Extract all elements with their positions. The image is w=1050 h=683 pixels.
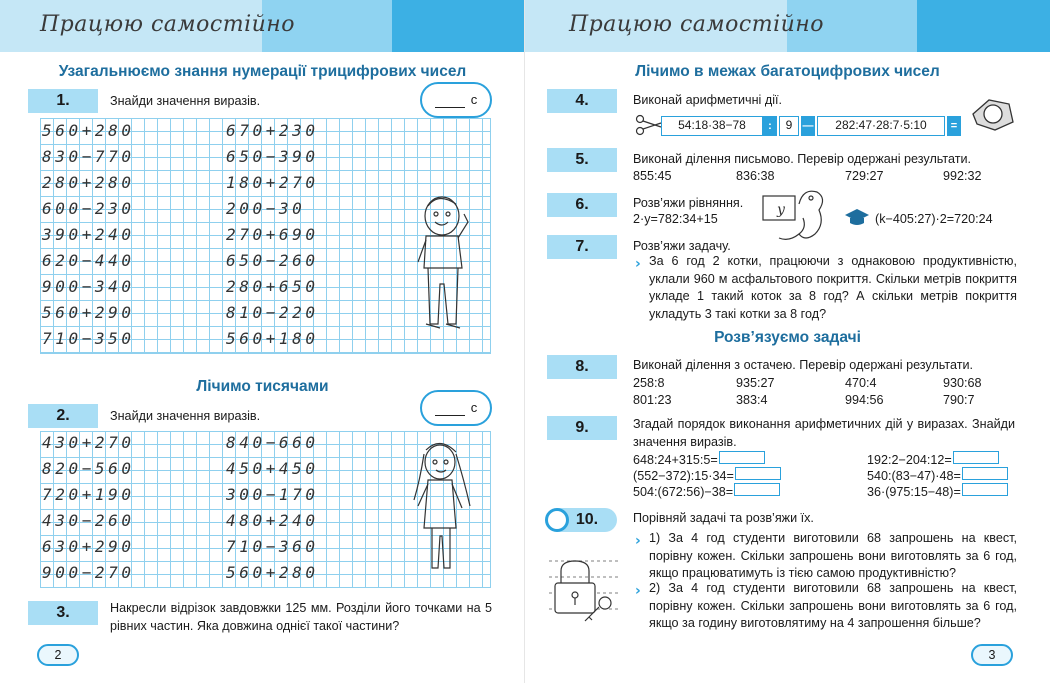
division-item: 855:45 [633, 169, 672, 183]
division-item: 994:56 [845, 393, 884, 407]
chain-cell: 282:47·28:7·5:10 [817, 116, 945, 136]
handwritten-expression: 390+240 [42, 225, 135, 244]
page-number: 2 [37, 644, 79, 666]
division-item: 992:32 [943, 169, 982, 183]
card-letter: y [777, 202, 785, 218]
scissors-icon [635, 114, 663, 136]
left-header [0, 0, 525, 52]
handwritten-expression: 650−260 [226, 251, 319, 270]
handwritten-expression: 820−560 [42, 459, 135, 478]
timer-box[interactable] [420, 390, 492, 426]
girl-illustration [410, 440, 474, 575]
handwritten-expression: 710−360 [226, 537, 319, 556]
handwritten-expression: 630+290 [42, 537, 135, 556]
task-number-badge: 3. [28, 601, 98, 625]
division-row [633, 374, 1023, 392]
task-number-badge: 9. [547, 416, 617, 440]
task-instruction: Накресли відрізок завдовжки 125 мм. Розділи його точками на 5 рівних частин. Яка довжина однієї такої частини? [110, 601, 492, 633]
page-number: 3 [971, 644, 1013, 666]
section-title: Розв’язуємо задачі [714, 329, 861, 346]
handwritten-expression: 430+270 [42, 433, 135, 452]
graduation-cap-icon [843, 207, 871, 227]
handwritten-expression: 430−260 [42, 511, 135, 530]
answer-box[interactable] [953, 451, 999, 464]
header-title: Працюю самостійно [569, 12, 825, 37]
right-header [525, 0, 1050, 52]
equation: (k−405:27)·2=720:24 [875, 212, 993, 226]
expression-item: 648:24+315:5= [633, 451, 718, 469]
expression-item: 36·(975:15−48)= [867, 483, 961, 501]
handwritten-expression: 840−660 [226, 433, 319, 452]
handwritten-expression: 600−230 [42, 199, 135, 218]
header-band [392, 0, 525, 52]
task-instruction: Розв’яжи рівняння. [633, 196, 744, 210]
timer-unit: с [470, 400, 478, 415]
timer-blank[interactable] [435, 94, 465, 108]
task-instruction: Виконай ділення письмово. Перевір одержані результати. [633, 152, 972, 166]
handwritten-expression: 560+280 [226, 563, 319, 582]
handwritten-expression: 900−270 [42, 563, 135, 582]
task-number-badge: 2. [28, 404, 98, 428]
handwritten-expression: 560+290 [42, 303, 135, 322]
bullet-arrow-icon: › [635, 256, 641, 272]
answer-box[interactable] [734, 483, 780, 496]
handwritten-expression: 900−340 [42, 277, 135, 296]
task-instruction: Розв’яжи задачу. [633, 239, 731, 253]
header-title: Працюю самостійно [40, 12, 296, 37]
task-number-badge: 10. [557, 508, 617, 532]
task-number-badge: 6. [547, 193, 617, 217]
division-row [633, 391, 1023, 409]
task-instruction: Згадай порядок виконання арифметичних дій у виразах. Знайди значення виразів. [633, 417, 1015, 449]
answer-box[interactable] [962, 483, 1008, 496]
expression-item: 540:(83−47)·48= [867, 467, 961, 485]
problem-text: За 6 год 2 котки, працюючи з однаковою продуктивністю, уклали 960 м асфальтового покриття. Скільки метрів покриття укладе 1 такий коток за 8 год? А скільки метрів покриття укладуть 3 такі котки за 8 год? [649, 254, 1017, 321]
task-instruction: Знайди значення виразів. [110, 409, 261, 423]
division-item: 935:27 [736, 376, 775, 390]
handwritten-expression: 270+690 [226, 225, 319, 244]
handwritten-expression: 560+280 [42, 121, 135, 140]
chain-operator: : [763, 116, 777, 136]
handwritten-expression: 280+650 [226, 277, 319, 296]
task-instruction: Виконай ділення з остачею. Перевір одержані результати. [633, 358, 974, 372]
challenge-circle-icon [545, 508, 569, 532]
task-instruction: Порівняй задачі та розв’яжи їх. [633, 511, 814, 525]
padlock-illustration [549, 555, 623, 625]
division-item: 930:68 [943, 376, 982, 390]
answer-box[interactable] [735, 467, 781, 480]
handwritten-expression: 450+450 [226, 459, 319, 478]
answer-box[interactable] [962, 467, 1008, 480]
section-title: Узагальнюємо знання нумерації трицифрових чисел [58, 63, 467, 80]
handwritten-expression: 300−170 [226, 485, 319, 504]
answer-box[interactable] [719, 451, 765, 464]
chain-cell: 54:18·38−78 [661, 116, 763, 136]
division-item: 383:4 [736, 393, 768, 407]
section-title: Лічимо тисячами [196, 378, 329, 395]
expression-item: 192:2−204:12= [867, 451, 952, 469]
timer-box[interactable] [420, 82, 492, 118]
handwritten-expression: 180+270 [226, 173, 319, 192]
division-item: 836:38 [736, 169, 775, 183]
equation: 2·y=782:34+15 [633, 212, 718, 226]
task-instruction: Виконай арифметичні дії. [633, 93, 782, 107]
right-page [525, 0, 1050, 683]
bullet-arrow-icon: › [635, 533, 641, 549]
handwritten-expression: 810−220 [226, 303, 319, 322]
division-item: 258:8 [633, 376, 665, 390]
handwritten-expression: 200−30 [226, 199, 306, 218]
division-item: 801:23 [633, 393, 672, 407]
operation-chain [661, 116, 965, 136]
handwritten-expression: 280+280 [42, 173, 135, 192]
task-number-badge: 8. [547, 355, 617, 379]
timer-blank[interactable] [435, 402, 465, 416]
division-item: 790:7 [943, 393, 975, 407]
chain-cell: 9 [779, 116, 799, 136]
chain-operator: = [947, 116, 961, 136]
lizard-illustration [759, 184, 831, 246]
division-row [633, 167, 1023, 185]
task-instruction: Знайди значення виразів. [110, 94, 261, 108]
handwritten-expression: 560+180 [226, 329, 319, 348]
header-band [917, 0, 1050, 52]
handwritten-expression: 720+190 [42, 485, 135, 504]
task-number-badge: 4. [547, 89, 617, 113]
expression-item: 504:(672:56)−38= [633, 483, 733, 501]
division-item: 729:27 [845, 169, 884, 183]
handwritten-expression: 480+240 [226, 511, 319, 530]
expression-item: (552−372):15·34= [633, 467, 734, 485]
task-number-badge: 1. [28, 89, 98, 113]
handwritten-expression: 650−390 [226, 147, 319, 166]
problem-text: 1) За 4 год студенти виготовили 68 запрошень на квест, порівну кожен. Скільки запрошень вони виготовлять за 6 год, якщо працюватимуть із тією самою продуктивністю? [649, 531, 1017, 580]
expressions-block [633, 451, 1023, 505]
chain-operator: — [801, 116, 815, 136]
bullet-arrow-icon: › [635, 583, 641, 599]
problem-text: 2) За 4 год студенти виготовили 68 запрошень на квест, порівну кожен. Скільки запрошень вони виготовлять за 6 год, якщо за годину виготовлятиму на 4 запрошення більше? [649, 581, 1017, 630]
handwritten-expression: 670+230 [226, 121, 319, 140]
magnifier-icon [969, 94, 1017, 134]
division-item: 470:4 [845, 376, 877, 390]
timer-unit: с [470, 92, 478, 107]
handwritten-expression: 710−350 [42, 329, 135, 348]
section-title: Лічимо в межах багатоцифрових чисел [635, 63, 940, 80]
boy-illustration [408, 192, 474, 332]
task-number-badge: 7. [547, 235, 617, 259]
task-number-badge: 5. [547, 148, 617, 172]
handwritten-expression: 620−440 [42, 251, 135, 270]
handwritten-expression: 830−770 [42, 147, 135, 166]
